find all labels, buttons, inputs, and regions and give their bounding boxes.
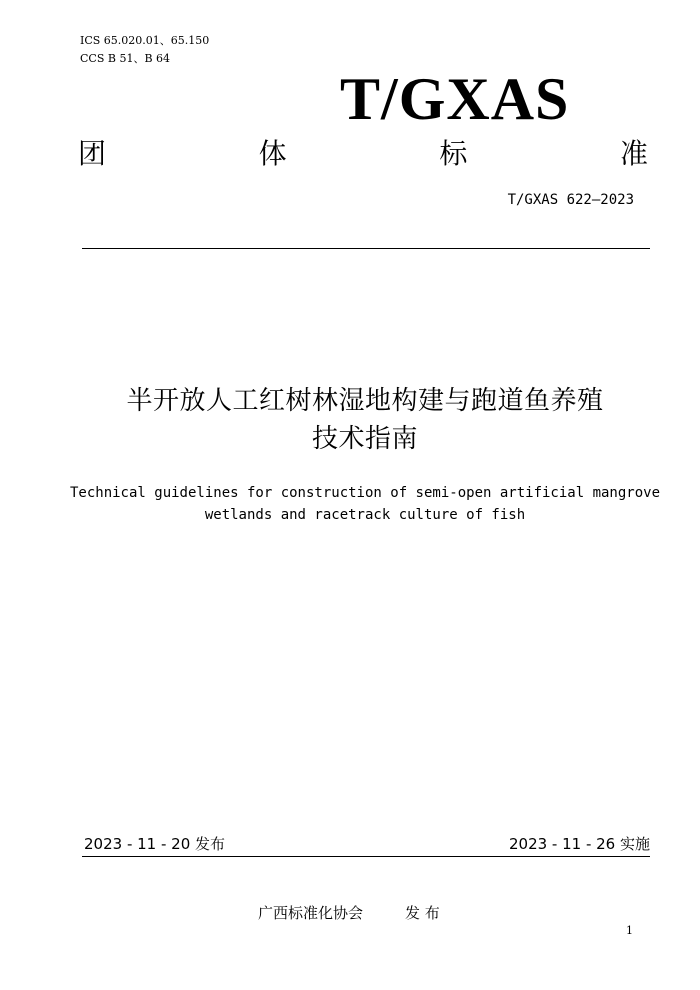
footer-divider bbox=[82, 856, 650, 857]
page-number: 1 bbox=[626, 924, 633, 937]
standard-logo: T/GXAS bbox=[340, 66, 570, 132]
chinese-title-line: 技术指南 bbox=[311, 424, 418, 454]
english-title-line: wetlands and racetrack culture of fish bbox=[204, 507, 526, 523]
english-title bbox=[60, 482, 670, 526]
standard-number: T/GXAS 622—2023 bbox=[507, 192, 634, 208]
ics-code: ICS 65.020.01、65.150 bbox=[80, 34, 210, 47]
standard-type-heading bbox=[78, 136, 648, 172]
issue-date: 2023 - 11 - 20 发布 bbox=[84, 835, 226, 853]
publish-label: 发 布 bbox=[405, 904, 440, 922]
implementation-date: 2023 - 11 - 26 实施 bbox=[508, 835, 650, 853]
standard-type-char: 准 bbox=[619, 137, 648, 170]
english-title-line: Technical guidelines for construction of semi-open artificial mangrove bbox=[69, 485, 660, 501]
publisher-line bbox=[258, 903, 440, 923]
publisher-name: 广西标准化协会 bbox=[258, 904, 364, 922]
standard-type-char: 团 bbox=[78, 137, 107, 170]
chinese-title bbox=[80, 382, 650, 458]
standard-type-char: 体 bbox=[258, 137, 287, 170]
header-divider bbox=[82, 248, 650, 249]
chinese-title-line: 半开放人工红树林湿地构建与跑道鱼养殖 bbox=[126, 386, 604, 416]
ccs-code: CCS B 51、B 64 bbox=[80, 52, 171, 65]
standard-type-char: 标 bbox=[439, 137, 468, 170]
